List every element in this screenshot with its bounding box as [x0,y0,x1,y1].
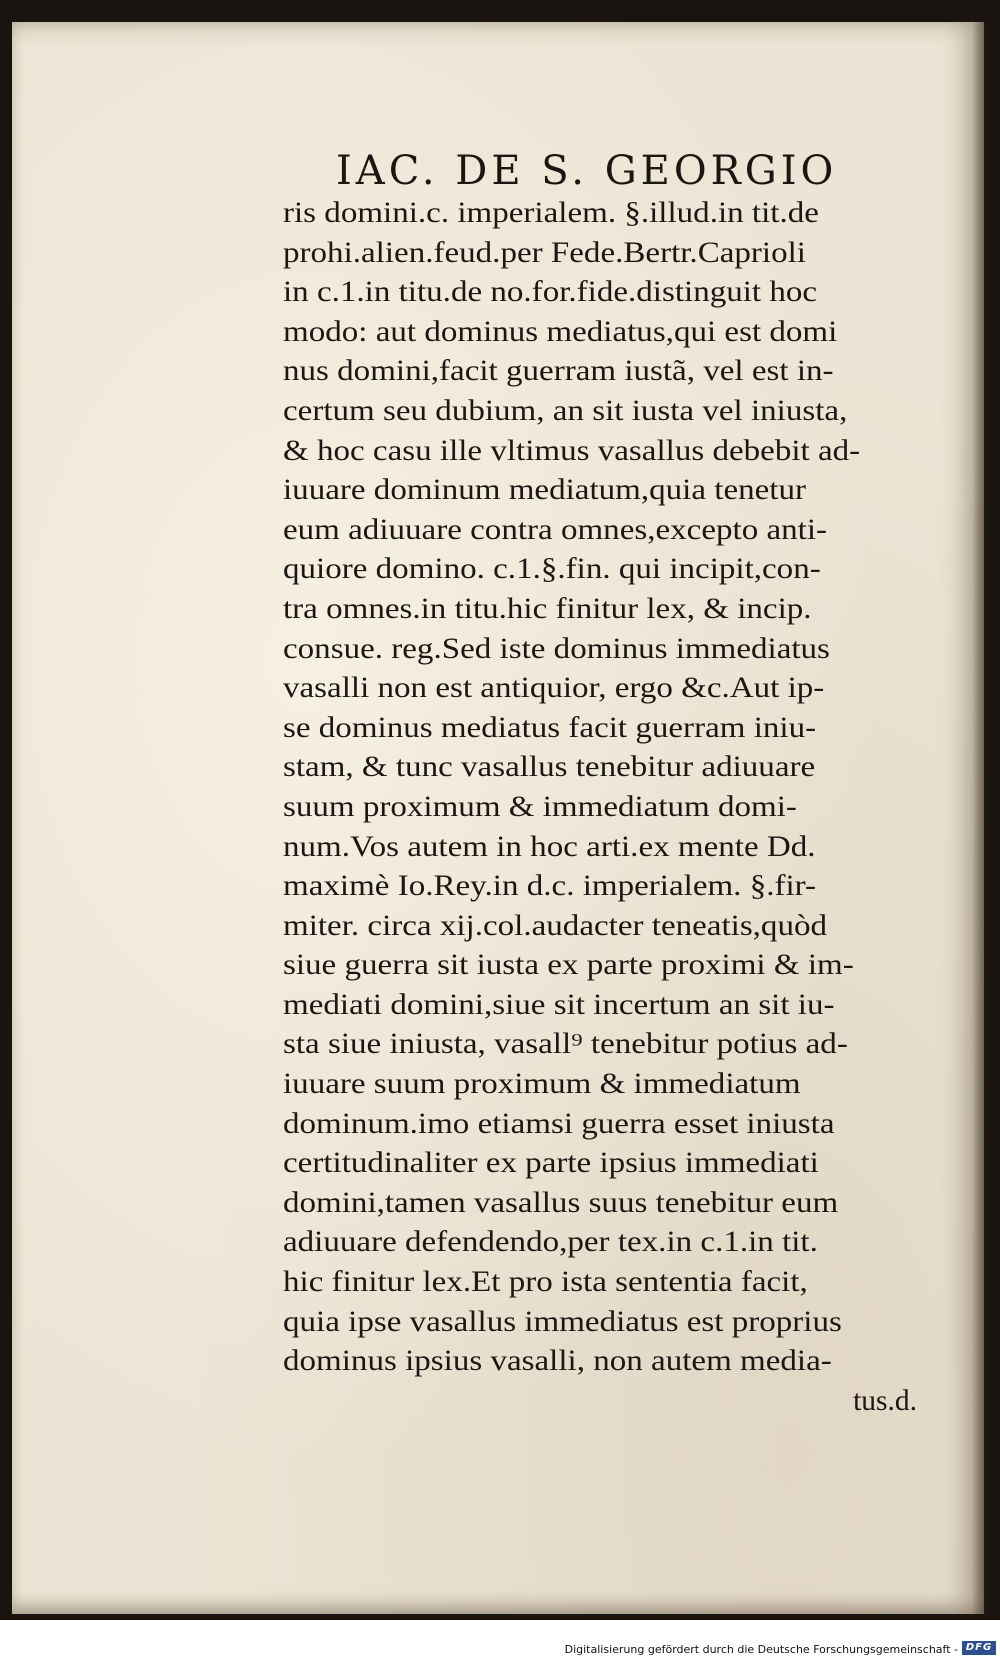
text-line: mediati domini,siue sit incertum an sit iu- [283,988,835,1021]
text-line: vasalli non est antiquior, ergo &c.Aut ip- [283,672,825,705]
text-line: miter. circa xij.col.audacter teneatis,quòd [283,909,828,942]
text-line: num.Vos autem in hoc arti.ex mente Dd. [283,830,816,863]
text-line: prohi.alien.feud.per Fede.Bertr.Caprioli [283,236,806,269]
text-line: modo: aut dominus mediatus,qui est domi [283,315,838,348]
text-line: iuuare suum proximum & immediatum [283,1068,801,1101]
text-line: quia ipse vasallus immediatus est proprius [283,1305,842,1338]
text-line: dominum.imo etiamsi guerra esset iniusta [283,1107,835,1140]
running-head: IAC. DE S. GEORGIO [336,148,838,194]
text-line: siue guerra sit iusta ex parte proximi & im- [283,949,854,982]
text-line: nus domini,facit guerram iustã, vel est in- [283,355,834,388]
body-text [283,194,923,1421]
text-line: dominus ipsius vasalli, non autem media- [283,1345,832,1378]
text-line: certum seu dubium, an sit iusta vel iniusta, [283,394,848,427]
text-line: maximè Io.Rey.in d.c. imperialem. §.fir- [283,870,817,903]
text-line: tra omnes.in titu.hic finitur lex, & incip. [283,592,812,625]
text-line: sta siue iniusta, vasall⁹ tenebitur potius ad- [283,1028,848,1061]
text-line: ris domini.c. imperialem. §.illud.in tit.de [283,197,819,229]
text-line: adiuuare defendendo,per tex.in c.1.in tit. [283,1226,818,1259]
catchword: tus.d. [853,1384,917,1417]
text-line: in c.1.in titu.de no.for.fide.distinguit hoc [283,276,818,309]
text-line: certitudinaliter ex parte ipsius immediati [283,1147,819,1180]
dfg-logo: DFG [962,1641,996,1655]
text-line: domini,tamen vasallus suus tenebitur eum [283,1186,839,1219]
text-line: eum adiuuare contra omnes,excepto anti- [283,513,828,546]
text-line: hic finitur lex.Et pro ista sententia facit, [283,1266,808,1299]
text-line: consue. reg.Sed iste dominus immediatus [283,632,830,665]
text-line: suum proximum & immediatum domi- [283,790,797,823]
text-line: quiore domino. c.1.§.fin. qui incipit,con- [283,553,821,586]
digitization-credit: Digitalisierung gefördert durch die Deutsche Forschungsgemeinschaft - [564,1643,958,1656]
text-line: iuuare dominum mediatum,quia tenetur [283,474,807,507]
text-line: stam, & tunc vasallus tenebitur adiuuare [283,751,816,784]
text-line: se dominus mediatus facit guerram iniu- [283,711,817,744]
text-line: & hoc casu ille vltimus vasallus debebit ad- [283,434,861,467]
